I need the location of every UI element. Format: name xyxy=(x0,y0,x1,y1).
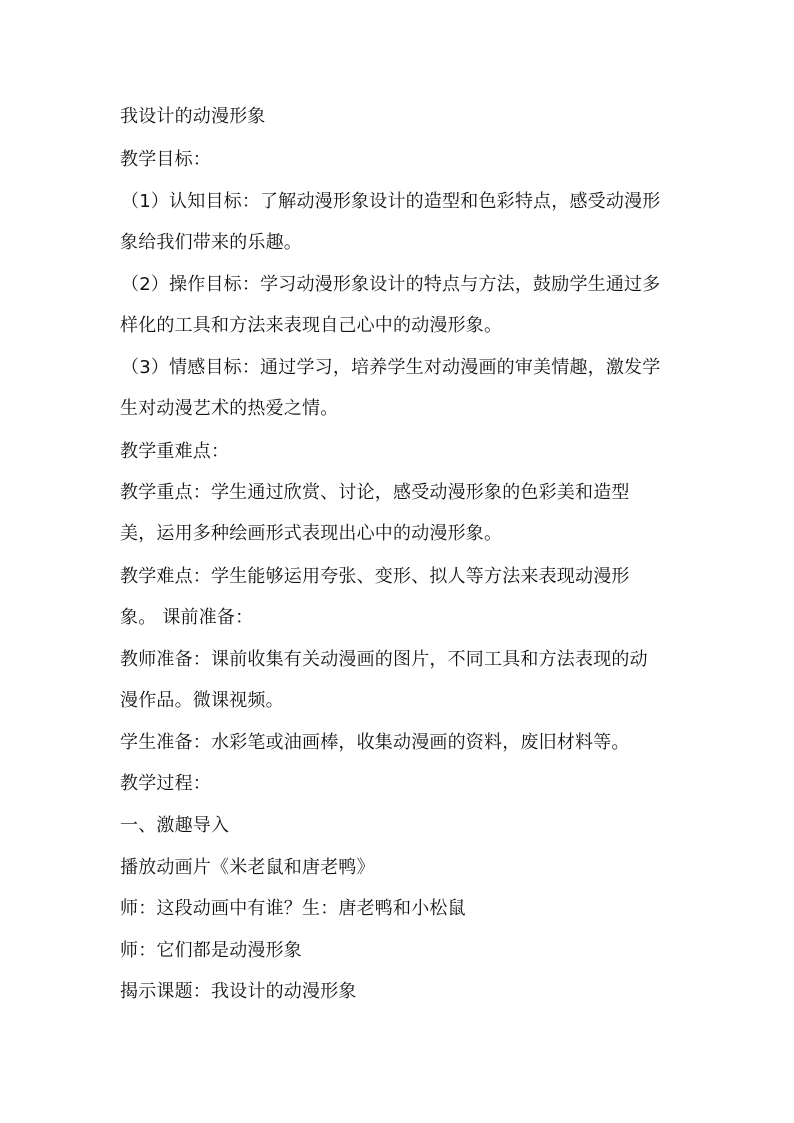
difficult-point-line-1: 教学难点：学生能够运用夸张、变形、拟人等方法来表现动漫形 xyxy=(120,566,630,587)
heading-key-difficult-points: 教学重难点： xyxy=(120,441,230,462)
key-point-line-2: 美，运用多种绘画形式表现出心中的动漫形象。 xyxy=(120,523,503,544)
play-cartoon-line: 播放动画片《米老鼠和唐老鸭》 xyxy=(120,857,375,878)
difficult-point-line-2: 象。 课前准备： xyxy=(120,607,254,628)
dialogue-line-1: 师：这段动画中有谁？生：唐老鸭和小松鼠 xyxy=(120,898,466,919)
document-title: 我设计的动漫形象 xyxy=(120,106,266,127)
heading-teaching-process: 教学过程： xyxy=(120,773,211,794)
goal-operation-line-2: 样化的工具和方法来表现自己心中的动漫形象。 xyxy=(120,315,503,336)
section-intro-heading: 一、激趣导入 xyxy=(120,815,230,836)
teacher-prep-line-1: 教师准备：课前收集有关动漫画的图片，不同工具和方法表现的动 xyxy=(120,649,648,670)
heading-teaching-goals: 教学目标： xyxy=(120,149,211,170)
goal-emotion-line-1: （3）情感目标：通过学习，培养学生对动漫画的审美情趣，激发学 xyxy=(121,357,661,378)
teacher-prep-line-2: 漫作品。微课视频。 xyxy=(120,690,284,711)
goal-operation-line-1: （2）操作目标：学习动漫形象设计的特点与方法，鼓励学生通过多 xyxy=(121,274,661,295)
dialogue-line-2: 师：它们都是动漫形象 xyxy=(120,940,302,961)
goal-cognitive-line-2: 象给我们带来的乐趣。 xyxy=(120,232,302,253)
goal-emotion-line-2: 生对动漫艺术的热爱之情。 xyxy=(120,398,339,419)
reveal-topic-line: 揭示课题：我设计的动漫形象 xyxy=(120,981,357,1002)
student-prep-line: 学生准备：水彩笔或油画棒，收集动漫画的资料，废旧材料等。 xyxy=(120,732,630,753)
goal-cognitive-line-1: （1）认知目标：了解动漫形象设计的造型和色彩特点，感受动漫形 xyxy=(121,191,661,212)
key-point-line-1: 教学重点：学生通过欣赏、讨论，感受动漫形象的色彩美和造型 xyxy=(120,482,630,503)
